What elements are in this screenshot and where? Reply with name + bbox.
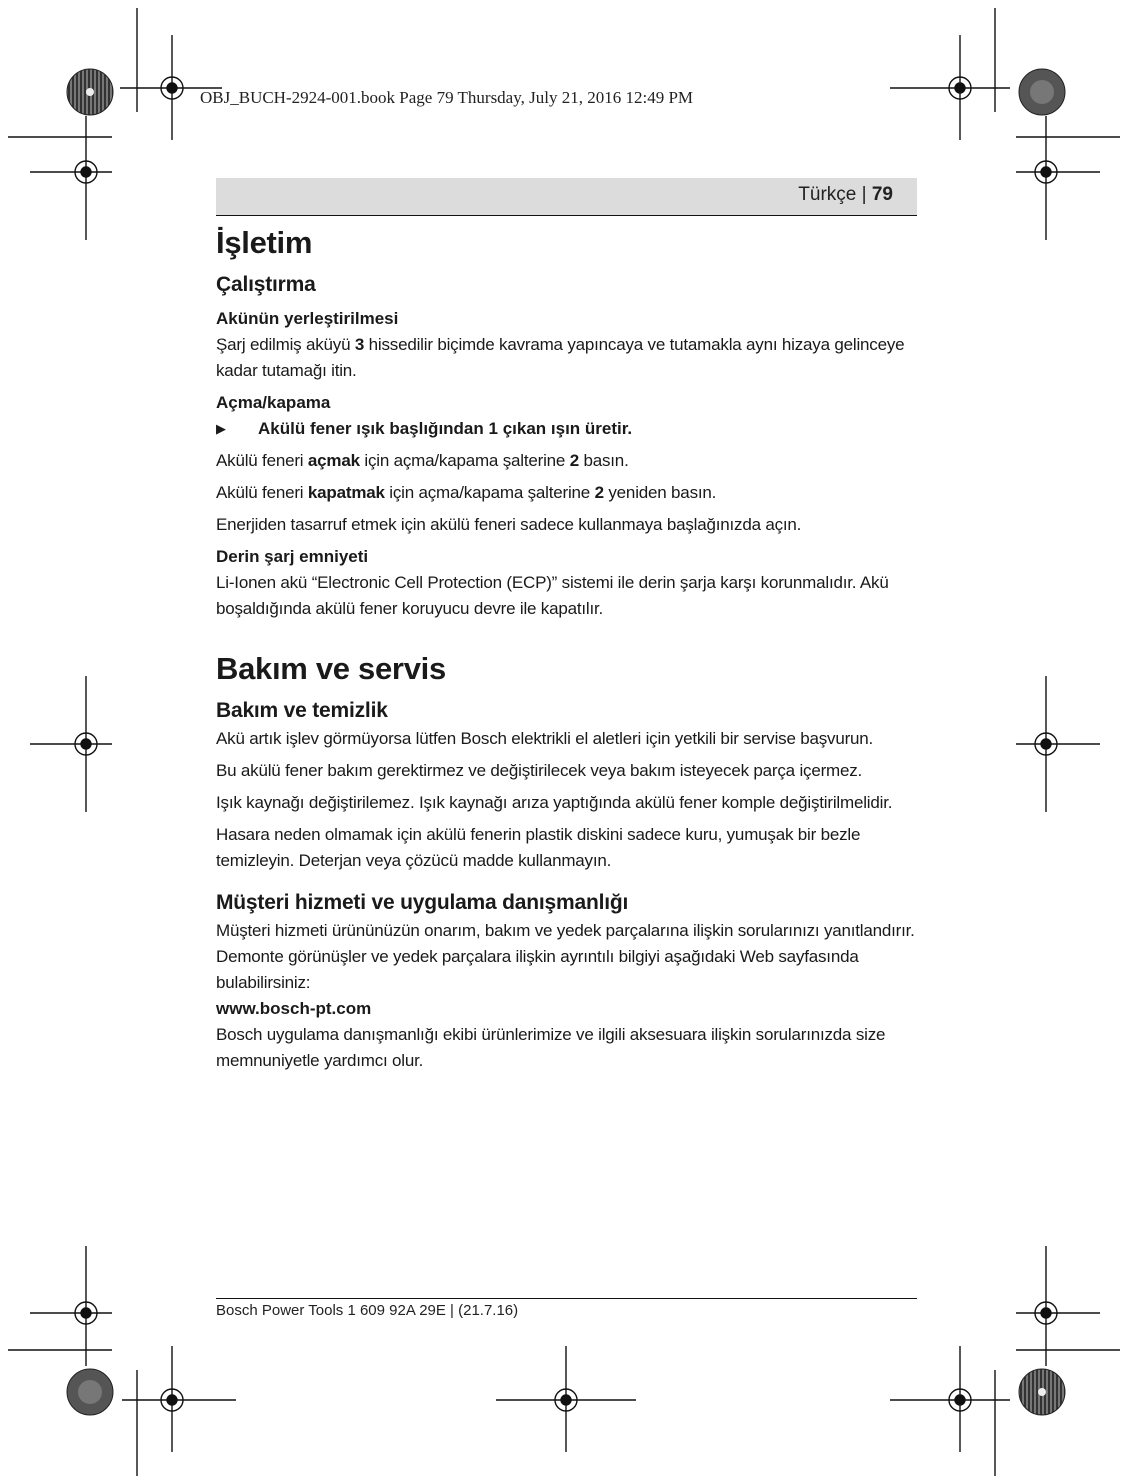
heading-battery-insert: Akünün yerleştirilmesi [216,309,399,328]
paragraph-no-maintenance: Bu akülü fener bakım gerektirmez ve değiştirilecek veya bakım isteyecek parça içermez. [216,761,863,780]
subsection-title-starting: Çalıştırma [216,273,316,296]
paragraph-application-advice: Bosch uygulama danışmanlığı ekibi ürünlerimize ve ilgili aksesuara ilişkin sorularınızda size memnuniyetle yardımcı olur. [216,1025,886,1070]
paragraph-switch-on: Akülü feneri açmak için açma/kapama şalterine 2 basın. [216,451,629,470]
print-slug: OBJ_BUCH-2924-001.book Page 79 Thursday, July 21, 2016 12:49 PM [200,88,694,107]
paragraph-customer-service: Müşteri hizmeti ürününüzün onarım, bakım ve yedek parçalarına ilişkin sorularınızı yanıtlandırır. Demonte görünüşler ve yedek parçalara ilişkin ayrıntılı bilgiyi aşağıdaki Web sayfasında bulabilirsiniz: [216,921,915,992]
warning-bullet [216,416,917,442]
paragraph-switch-off: Akülü feneri kapatmak için açma/kapama şalterine 2 yeniden basın. [216,483,717,502]
subsection-title-customer-service: Müşteri hizmeti ve uygulama danışmanlığı [216,891,629,914]
paragraph-light-source: Işık kaynağı değiştirilemez. Işık kaynağı arıza yaptığında akülü fener komple değiştirilmelidir. [216,793,893,812]
running-head [798,184,893,206]
paragraph-deep-discharge: Li-Ionen akü “Electronic Cell Protection (ECP)” sistemi ile derin şarja karşı korunmalıdır. Akü boşaldığında akülü fener koruyucu devre ile kapatılır. [216,573,889,618]
section-title-maintenance: Bakım ve servis [216,651,446,686]
page-number: 79 [871,184,893,205]
website-link[interactable]: www.bosch-pt.com [216,999,372,1018]
footer-rule [216,1298,917,1299]
paragraph-battery-insert: Şarj edilmiş aküyü 3 hissedilir biçimde kavrama yapıncaya ve tutamakla aynı hizaya gelinceye kadar tutamağı itin. [216,335,905,380]
heading-deep-discharge: Derin şarj emniyeti [216,547,369,566]
paragraph-service: Akü artık işlev görmüyorsa lütfen Bosch elektrikli el aletleri için yetkili bir servise başvurun. [216,729,874,748]
bullet-triangle-icon: ▶ [216,421,226,436]
paragraph-cleaning: Hasara neden olmamak için akülü fenerin plastik diskini sadece kuru, yumuşak bir bezle temizleyin. Deterjan veya çözücü madde kullanmayın. [216,825,861,870]
subsection-title-cleaning: Bakım ve temizlik [216,699,388,722]
page-body [216,222,917,1074]
footer-text: Bosch Power Tools 1 609 92A 29E | (21.7.16) [216,1302,519,1319]
running-head-language: Türkçe | [798,184,872,205]
running-head-bar [216,178,917,216]
paragraph-energy-saving: Enerjiden tasarruf etmek için akülü feneri sadece kullanmaya başlağınızda açın. [216,515,802,534]
heading-on-off: Açma/kapama [216,393,331,412]
bullet-text: Akülü fener ışık başlığından 1 çıkan ışın üretir. [258,419,633,438]
section-title-operation: İşletim [216,225,313,260]
